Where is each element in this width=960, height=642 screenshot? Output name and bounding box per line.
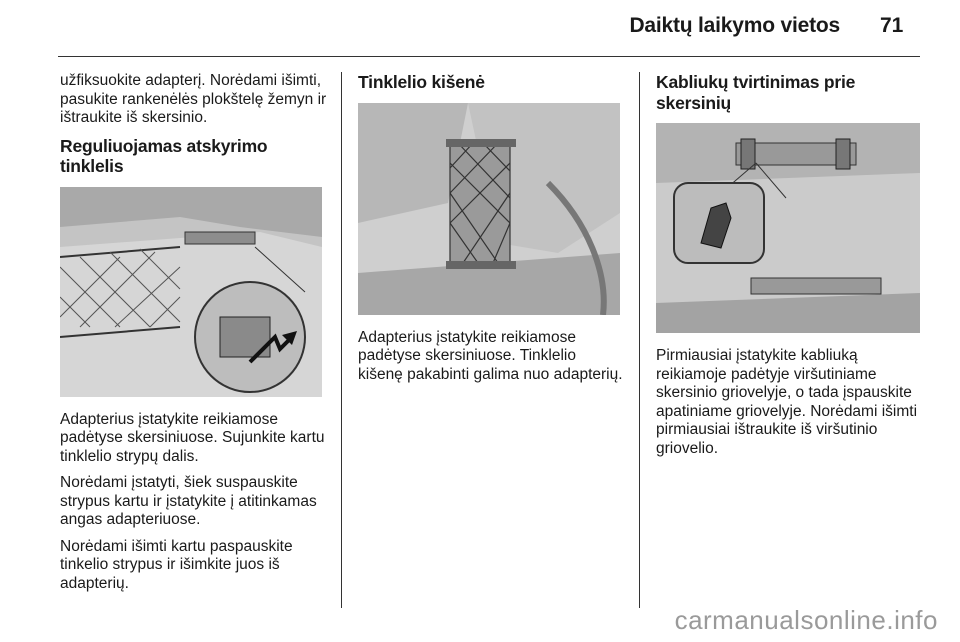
paragraph: Pirmiausiai įstatykite kabliuką reikiamoje padėtyje viršutiniame skersinio griovelyje, o tada įspauskite apatiniame griovelyje. Norėdami išimti pirmiausiai ištraukite iš viršutinio griovelio. xyxy=(656,347,918,457)
header-rule xyxy=(58,56,920,57)
hook-mounting-illustration xyxy=(656,123,920,333)
page-number: 71 xyxy=(880,14,904,37)
section-heading-net-pocket: Tinklelio kišenė xyxy=(358,72,485,92)
divider-net-illustration xyxy=(60,187,322,397)
section-heading-divider-net: Reguliuojamas atskyrimo tinklelis xyxy=(60,135,268,176)
paragraph: Adapterius įstatykite reikiamose padėtyse skersiniuose. Tinklelio kišenę pakabinti galima nuo adapterių. xyxy=(358,328,623,383)
column-right xyxy=(656,72,924,466)
column-left xyxy=(60,72,328,601)
column-divider xyxy=(341,72,342,608)
net-pocket-illustration xyxy=(358,103,620,315)
intro-paragraph: užfiksuokite adapterį. Norėdami išimti, pasukite rankenėlės plokštelę žemyn ir ištraukite iš skersinio. xyxy=(60,72,327,126)
page-header-title: Daiktų laikymo vietos xyxy=(629,14,840,37)
watermark: carmanualsonline.info xyxy=(674,605,938,635)
paragraph: Norėdami išimti kartu paspauskite tinkelio strypus ir išimkite juos iš adapterių. xyxy=(60,537,293,592)
column-middle xyxy=(358,72,624,392)
paragraph: Adapterius įstatykite reikiamose padėtyse skersiniuose. Sujunkite kartu tinklelio strypų dalis. xyxy=(60,410,325,465)
section-heading-hooks: Kabliukų tvirtinimas prie skersinių xyxy=(656,72,856,113)
column-divider xyxy=(639,72,640,608)
paragraph: Norėdami įstatyti, šiek suspauskite strypus kartu ir įstatykite į atitinkamas angas adapteriuose. xyxy=(60,474,317,528)
